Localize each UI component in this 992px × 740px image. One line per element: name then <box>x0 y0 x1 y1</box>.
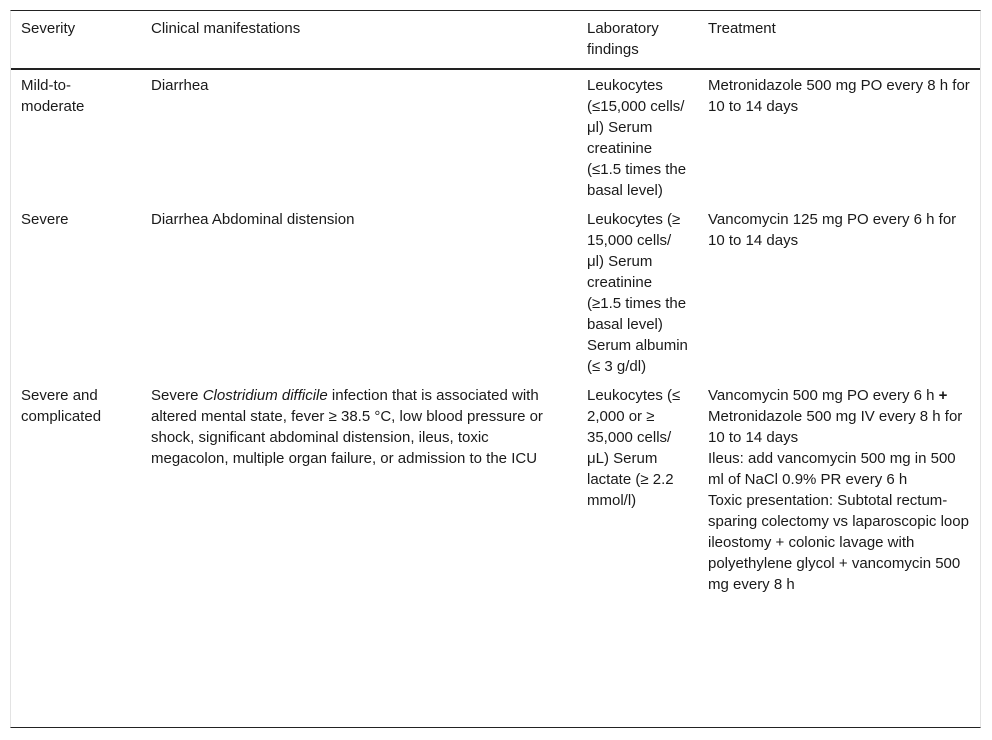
cell-lab: Leukocytes (≤ 2,000 or ≥ 35,000 cells/μL) Serum lactate (≥ 2.2 mmol/l) <box>587 387 681 509</box>
cell-clinical <box>141 380 577 598</box>
clinical-organism-name: Clostridium difficile <box>202 387 328 404</box>
header-laboratory-findings: Laboratory findings <box>577 11 698 69</box>
header-clinical-manifestations: Clinical manifestations <box>141 11 577 69</box>
clinical-table-container <box>10 10 981 728</box>
treatment-text: Vancomycin 500 mg PO every 6 h <box>708 387 939 404</box>
table-header-row <box>11 11 980 69</box>
cell-lab: Leukocytes (≤15,000 cells/μl) Serum creatinine (≤1.5 times the basal level) <box>587 77 687 199</box>
cell-lab: Leukocytes (≥ 15,000 cells/μl) Serum creatinine (≥1.5 times the basal level) Serum albumin (≤ 3 g/dl) <box>587 211 688 375</box>
cell-clinical: Diarrhea <box>151 77 209 94</box>
cell-clinical: Diarrhea Abdominal distension <box>151 211 355 228</box>
header-severity: Severity <box>11 11 141 69</box>
treatment-plus: + <box>938 387 948 404</box>
cell-treatment: Vancomycin 125 mg PO every 6 h for 10 to 14 days <box>708 211 957 249</box>
cell-severity: Mild-to-moderate <box>21 77 85 115</box>
cell-severity: Severe <box>21 211 69 228</box>
cell-treatment: Metronidazole 500 mg PO every 8 h for 10 to 14 days <box>708 77 970 115</box>
header-treatment: Treatment <box>698 11 980 69</box>
treatment-line-ileus: Ileus: add vancomycin 500 mg in 500 ml of NaCl 0.9% PR every 6 h <box>708 450 956 488</box>
cell-treatment <box>698 380 980 598</box>
cell-severity: Severe and complicated <box>21 387 102 425</box>
table-row <box>11 380 980 598</box>
clinical-text-pre: Severe <box>151 387 203 404</box>
clinical-text-post: infection that is associated with altered mental state, fever ≥ 38.5 °C, low blood pressure or shock, significant abdominal distension, ileus, toxic megacolon, multiple organ failure, or admission to the ICU <box>151 387 543 467</box>
treatment-line-toxic: Toxic presentation: Subtotal rectum-sparing colectomy vs laparoscopic loop ileostomy + colonic lavage with polyethylene glycol + vancomycin 500 mg every 8 h <box>708 492 969 593</box>
table-row <box>11 204 980 380</box>
treatment-text: Metronidazole 500 mg IV every 8 h for 10 to 14 days <box>708 408 963 446</box>
table-row <box>11 69 980 204</box>
treatment-line-main <box>708 385 970 448</box>
clinical-table <box>11 11 980 598</box>
